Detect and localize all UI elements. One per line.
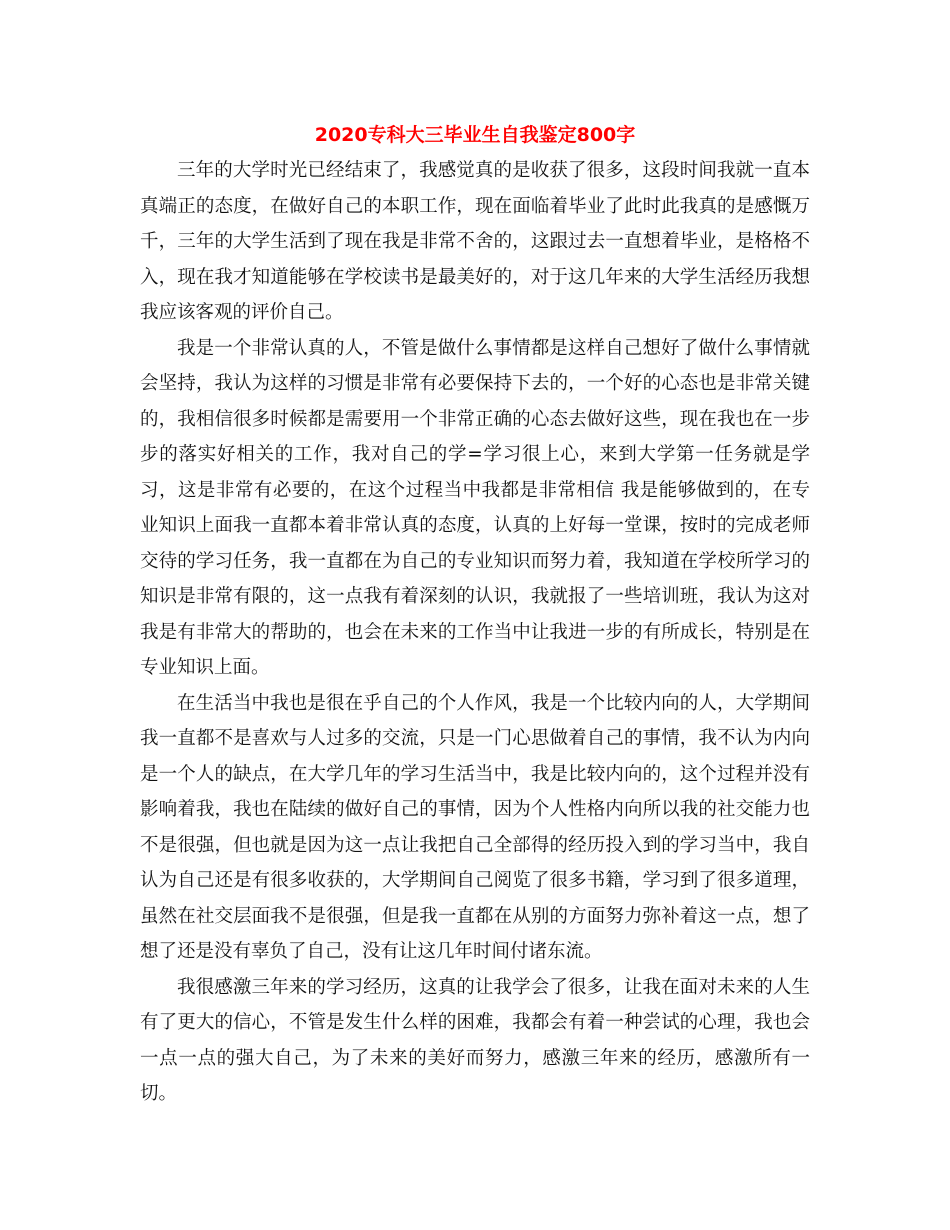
- paragraph-2: 我是一个非常认真的人，不管是做什么事情都是这样自己想好了做什么事情就会坚持，我认为这样的习惯是非常有必要保持下去的，一个好的心态也是非常关键的，我相信很多时候都是需要用一个非常正确的心态去做好这些，现在我也在一步步的落实好相关的工作，我对自己的学=学习很上心，来到大学第一任务就是学习，这是非常有必要的，在这个过程当中我都是非常相信 我是能够做到的，在专业知识上面我一直都本着非常认真的态度，认真的上好每一堂课，按时的完成老师交待的学习任务，我一直都在为自己的专业知识而努力着，我知道在学校所学习的知识是非常有限的，这一点我有着深刻的认识，我就报了一些培训班，我认为这对我是有非常大的帮助的，也会在未来的工作当中让我进一步的有所成长，特别是在专业知识上面。: [140, 337, 810, 678]
- paragraph-3: 在生活当中我也是很在乎自己的个人作风，我是一个比较内向的人，大学期间我一直都不是喜欢与人过多的交流，只是一门心思做着自己的事情，我不认为内向是一个人的缺点，在大学几年的学习生活当中，我是比较内向的，这个过程并没有影响着我，我也在陆续的做好自己的事情，因为个人性格内向所以我的社交能力也不是很强，但也就是因为这一点让我把自己全部得的经历投入到的学习当中，我自认为自己还是有很多收获的，大学期间自己阅览了很多书籍，学习到了很多道理，虽然在社交层面我不是很强，但是我一直都在从别的方面努力弥补着这一点，想了想了还是没有辜负了自己，没有让这几年时间付诸东流。: [140, 692, 810, 962]
- document-title: 2020专科大三毕业生自我鉴定800字: [314, 124, 636, 146]
- document-body: [140, 153, 810, 1112]
- paragraph-1: 三年的大学时光已经结束了，我感觉真的是收获了很多，这段时间我就一直本真端正的态度，在做好自己的本职工作，现在面临着毕业了此时此我真的是感慨万千，三年的大学生活到了现在我是非常不舍的，这跟过去一直想着毕业，是格格不入，现在我才知道能够在学校读书是最美好的，对于这几年来的大学生活经历我想我应该客观的评价自己。: [140, 160, 810, 323]
- paragraph-4: 我很感激三年来的学习经历，这真的让我学会了很多，让我在面对未来的人生有了更大的信心，不管是发生什么样的困难，我都会有着一种尝试的心理，我也会一点一点的强大自己，为了未来的美好而努力，感激三年来的经历，感激所有一切。: [140, 976, 810, 1104]
